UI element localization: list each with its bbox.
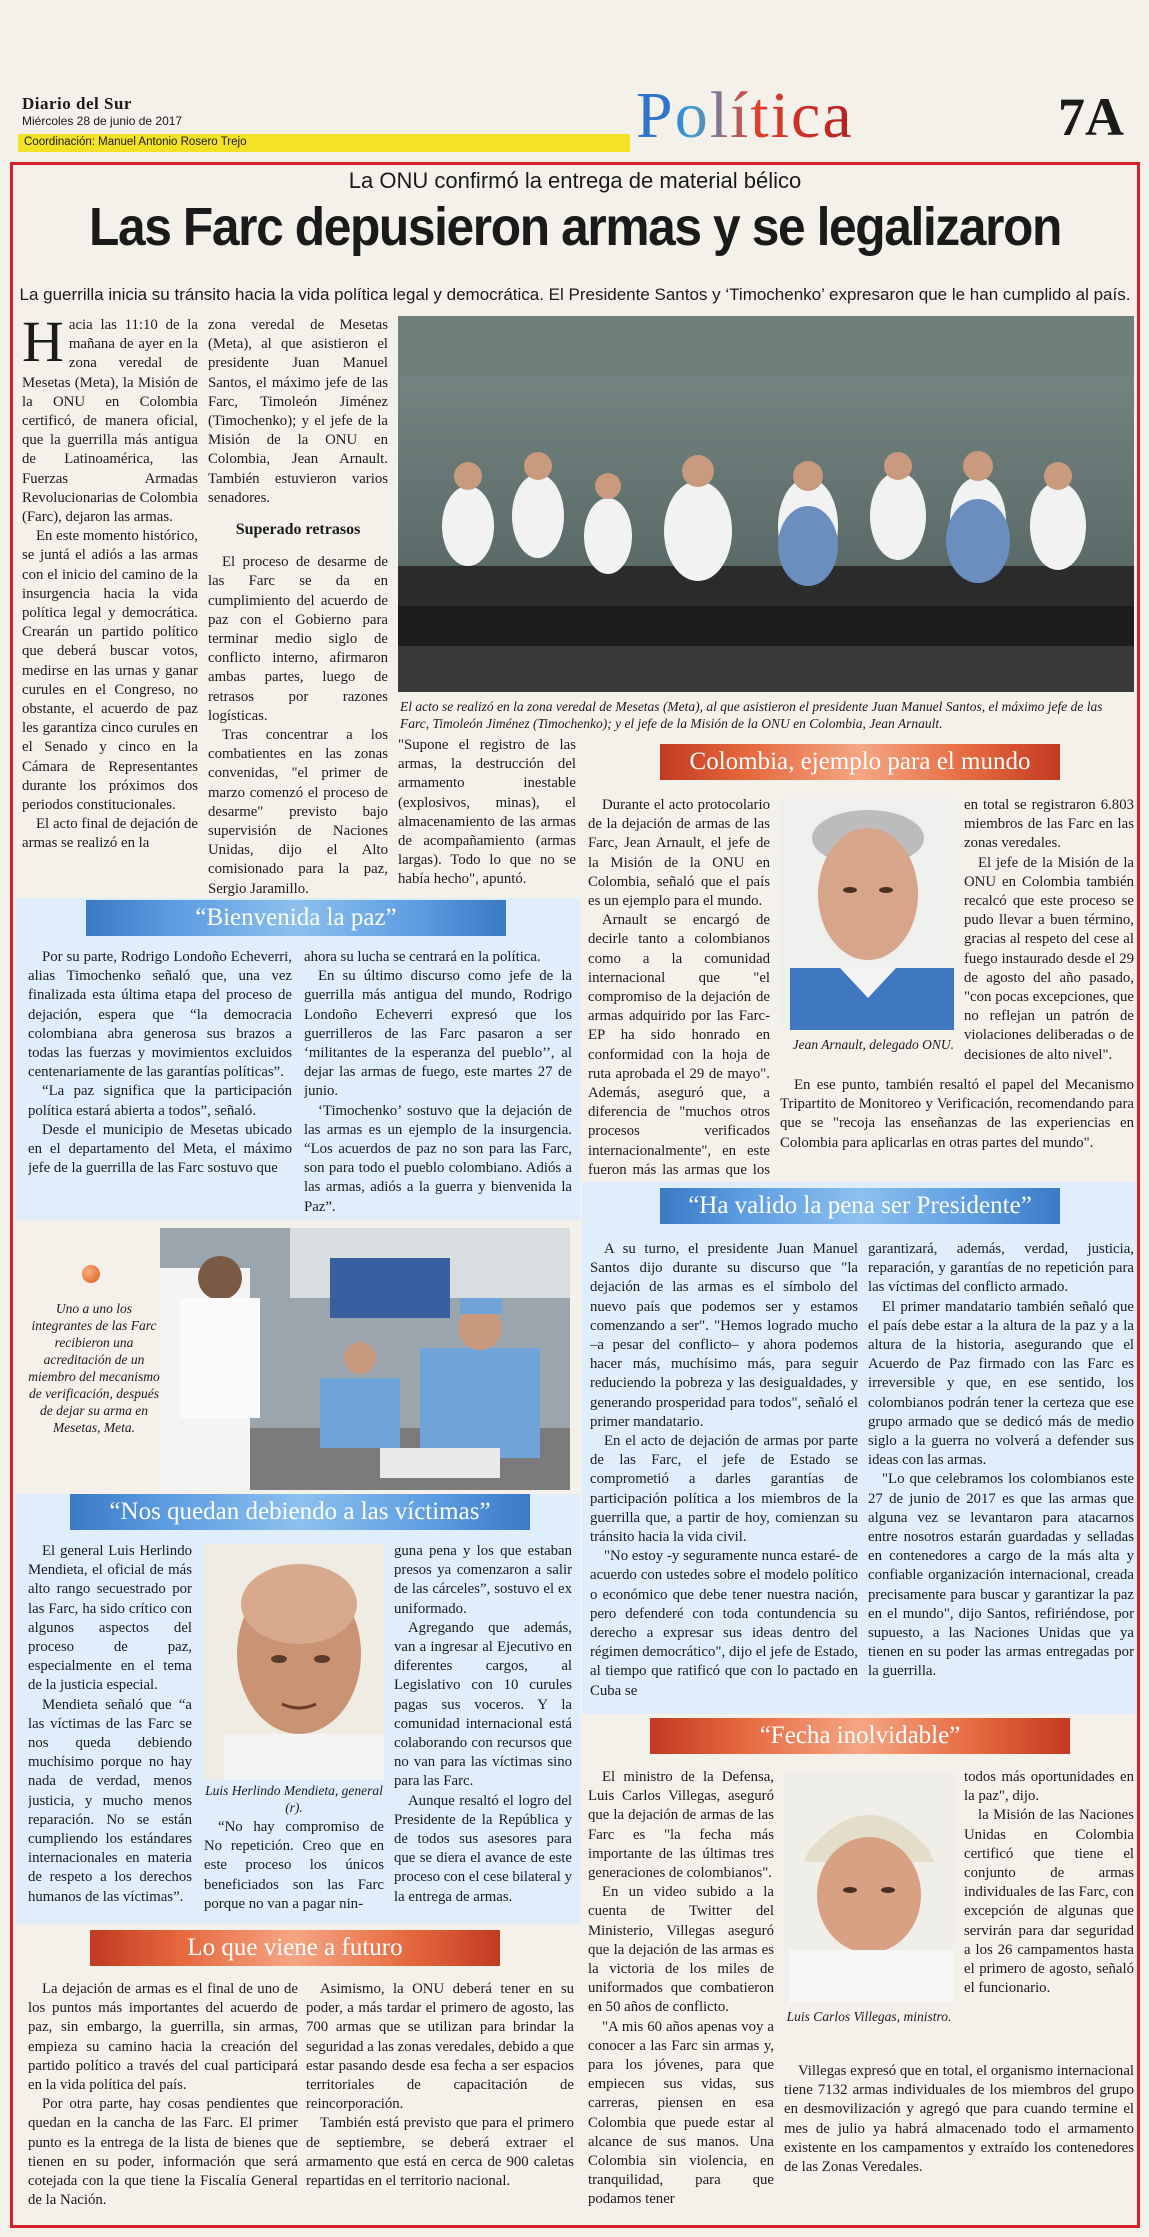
paragraph: “No hay compromiso de No repetición. Creo que en este proceso los únicos beneficiados son las Farc porque no van a pagar nin-	[204, 1819, 384, 1912]
paragraph: Asimismo, la ONU deberá tener en su poder, a más tardar el primero de agosto, las 700 armas que se utilizan para brindar la seguridad a las zonas veredales, debido a que estar pasando desde esa fecha a ser espacios territoriales de capacitación de reincorporación.	[306, 1981, 574, 2113]
paragraph: guna pena y los que estaban presos ya comenzaron a salir de las cárceles”, sostuvo el ex uniformado.	[394, 1543, 572, 1617]
paragraph: “La paz significa que la participación política estará abierta a todos”, señaló.	[28, 1083, 292, 1119]
paragraph: todos más oportunidades en la paz", dijo.	[964, 1769, 1134, 1805]
paragraph: La dejación de armas es el final de uno de los puntos más importantes del acuerdo de paz, sin embargo, la guerrilla, sin armas, empieza su camino hacia la creación del partido político a través del cual participará en la vida política del país.	[28, 1981, 298, 2094]
bienvenida-banner: “Bienvenida la paz”	[86, 900, 506, 936]
article-column-3	[398, 736, 576, 896]
article-column-1	[22, 316, 198, 896]
paragraph: ‘Timochenko’ sostuvo que la dejación de las armas es un ejemplo de la insurgencia. “Los acuerdos de paz no son para las Farc, son para todo el pueblo colombiano. Adiós a las armas, adiós a la guerra y bienvenida la Paz”.	[304, 1102, 572, 1215]
bullet-dot-icon	[82, 1265, 100, 1283]
victimas-column-left	[28, 1542, 192, 1922]
futuro-column-left	[28, 1980, 298, 2220]
fecha-column-bottom	[784, 2062, 1134, 2220]
subsection-title: Superado retrasos	[235, 521, 361, 539]
victimas-column-mid	[204, 1818, 384, 1922]
paragraph: en total se registraron 6.803 miembros de las Farc en las zonas veredales.	[964, 797, 1134, 852]
page-number: 7A	[1058, 87, 1124, 147]
colombia-column-right	[964, 796, 1134, 1076]
paragraph: En el acto de dejación de armas por parte de las Farc, el jefe de Estado se comprometió a darles garantías de participación política a los miembros de la guerrilla que, a partir de hoy, comienzan su tránsito hacia la vida civil.	[590, 1433, 858, 1546]
victimas-column-right	[394, 1542, 572, 1922]
presidente-banner: “Ha valido la pena ser Presidente”	[660, 1188, 1060, 1224]
villegas-caption: Luis Carlos Villegas, ministro.	[786, 2009, 952, 2024]
paragraph: Aunque resaltó el logro del Presidente de la República y de todos sus asesores para que se diera el avance de este proceso con el cese bilateral y la entrega de armas.	[394, 1792, 572, 1905]
section-title	[636, 78, 854, 154]
arnault-caption: Jean Arnault, delegado ONU.	[792, 1037, 954, 1052]
presidente-column-left	[590, 1240, 858, 1712]
paragraph: ahora su lucha se centrará en la política.	[304, 949, 541, 965]
arnault-photo	[780, 798, 954, 1030]
paragraph: También está previsto que para el primero de septiembre, se deberá extraer el armamento que está en cerca de 900 caletas repartidas en el territorio nacional.	[306, 2115, 574, 2190]
fecha-column-right	[964, 1768, 1134, 2058]
mendieta-photo	[204, 1544, 384, 1780]
mendieta-portrait-illustration	[204, 1544, 384, 1780]
fecha-column-left	[588, 1768, 774, 2218]
bienvenida-column-right	[304, 948, 572, 1216]
ceremony-photo-illustration	[398, 316, 1134, 692]
paragraph: "No estoy -y seguramente nunca estaré- de acuerdo con ustedes sobre el modelo político o económico que debe tener nuestra nación, pero defenderé con toda contundencia su derecho a expresar sus ideas dentro del régimen democrático", dijo el jefe de Estado, al tiempo que ratificó que con lo pactado en Cuba se	[590, 1548, 858, 1699]
paragraph: El general Luis Herlindo Mendieta, el oficial de más alto rango secuestrado por las Farc, ha sido crítico con algunos aspectos del proceso de paz, especialmente en el tema de la justicia especial.	[28, 1543, 192, 1694]
paragraph: Tras concentrar a los combatientes en las zonas convenidas, "el primer de marzo comenzó el proceso de desarme" previsto bajo supervisión de Naciones Unidas, dijo el Alto comisionado para la paz, Sergio Jaramillo.	[208, 727, 388, 896]
paragraph: El primer mandatario también señaló que el país debe estar a la altura de la paz y a la altura de la historia, asegurando que el Acuerdo de Paz firmado con las Farc es irreversible y que, en ese sentido, los colombianos podrán tener la certeza que ese grupo armado que se dedicó más de medio siglo a la guerra no volverá a defender sus ideas con las armas.	[868, 1298, 1134, 1469]
bienvenida-column-left	[28, 948, 292, 1216]
paragraph: Villegas expresó que en total, el organismo internacional tiene 7132 armas individuales de los miembros del grupo en desmovilización y agregó que para cuando termine el mes de julio ya habrá almacenado todo el armamento existente en los campamentos y extraído los contenedores de las Zonas Veredales.	[784, 2063, 1134, 2176]
paragraph: "Supone el registro de las armas, la destrucción del armamento inestable (explosivos, minas), el almacenamiento de las armas de acompañamiento (armas largas). Todo lo que no se había hecho", apuntó.	[398, 737, 576, 888]
fecha-banner: “Fecha inolvidable”	[650, 1718, 1070, 1754]
colombia-banner: Colombia, ejemplo para el mundo	[660, 744, 1060, 780]
paragraph: El proceso de desarme de las Farc se da en cumplimiento del acuerdo de paz con el Gobierno para terminar medio siglo de conflicto interno, afirmaron ambas partes, luego de retrasos por razones logísticas.	[208, 554, 388, 724]
paragraph: Arnault se encargó de decirle tanto a colombianos como a la comunidad internacional que "el compromiso de la dejación de armas adquirido por las Farc-EP ha sido honrado en conformidad con la hoja de ruta aprobada el 29 de mayo". Además, aseguró que, a diferencia de "muchos otros procesos verificados internacionalmente", en este fueron más las armas que los	[588, 912, 770, 1178]
main-photo	[398, 316, 1134, 692]
photo2-caption: Uno a uno los integrantes de las Farc recibieron una acreditación de un miembro del mecanismo de verificación, después de dejar su arma en Mesetas, Meta.	[28, 1301, 160, 1435]
arnault-portrait-illustration	[780, 798, 954, 1030]
paragraph: "Lo que celebramos los colombianos este 27 de junio de 2017 es que las armas que alguna vez se levantaron para atacarnos entre nosotros estarán guardadas y selladas en contenedores a cargo de la más alta y confiable organización internacional, creada precisamente para buscar y garantizar la paz en el mundo", dijo Santos, refiriéndose, por supuesto, a las Naciones Unidas que ya tienen en su poder las armas entregadas por la guerrilla.	[868, 1471, 1134, 1680]
futuro-column-right	[306, 1980, 574, 2220]
article-subhead: La guerrilla inicia su tránsito hacia la vida política legal y democrática. El Presidente Santos y ‘Timochenko’ expresaron que le han cumplido al país.	[19, 285, 1131, 304]
paragraph: El ministro de la Defensa, Luis Carlos Villegas, aseguró que la dejación de armas de las Farc es "la fecha más importante de las últimas tres generaciones de colombianos".	[588, 1769, 774, 1882]
colombia-column-bottom	[780, 1076, 1134, 1176]
colombia-column-left	[588, 796, 770, 1226]
paragraph: En ese punto, también resaltó el papel del Mecanismo Tripartito de Monitoreo y Verificación, recomendando para que se "recoja las enseñanzas de las experiencias en Colombia para aplicarlas en otras partes del mundo".	[780, 1077, 1134, 1151]
paragraph: A su turno, el presidente Juan Manuel Santos dijo durante su discurso que "la dejación de las armas es el símbolo del nuevo país que podemos ser y estamos comenzando a ser". "Hemos logrado mucho –a pesar del conflicto– y ahora podemos hacer más, muchísimo más, para seguir reduciendo la pobreza y las desigualdades, y generando prosperidad para todos", señaló el primer mandatario.	[590, 1241, 858, 1430]
main-photo-caption: El acto se realizó en la zona veredal de Mesetas (Meta), al que asistieron el presidente Juan Manuel Santos, el máximo jefe de las Farc, Timoleón Jiménez (Timochenko); y el jefe de la Misión de la ONU en Colombia, Jean Arnault.	[400, 699, 1103, 731]
mendieta-caption: Luis Herlindo Mendieta, general (r).	[205, 1783, 383, 1815]
paragraph: En su último discurso como jefe de la guerrilla más antigua del mundo, Rodrigo Londoño Echeverri expresó que los guerrilleros de las Farc pasaron a ser ‘militantes de la esperanza del pueblo’’, al dejar las armas de fuego, este martes 27 de junio.	[304, 968, 572, 1100]
victimas-banner: “Nos quedan debiendo a las víctimas”	[70, 1494, 530, 1530]
presidente-column-right	[868, 1240, 1134, 1712]
paragraph: Mendieta señaló que “a las víctimas de las Farc se nos queda debiendo muchísimo porque no hay nada de verdad, menos justicia, y mucho menos reparación. No se están cumpliendo los estándares internacionales en materia de respeto a los derechos humanos de las víctimas”.	[28, 1696, 192, 1905]
paragraph: zona veredal de Mesetas (Meta), al que asistieron el presidente Juan Manuel Santos, el máximo jefe de las Farc, Timoleón Jiménez (Timochenko); y el jefe de la Misión de la ONU en Colombia, Jean Arnault. También estuvieron varios senadores.	[208, 317, 388, 506]
paragraph: Por su parte, Rodrigo Londoño Echeverri, alias Timochenko señaló que, una vez finalizada esta última etapa del proceso de dejación, espera que “la democracia colombiana abra generosa sus brazos a todas las fuerzas y movimientos excluidos centenariamente de las garantías políticas”.	[28, 949, 292, 1081]
newspaper-logo: Diario del Sur	[22, 94, 132, 113]
paragraph: Durante el acto protocolario de la dejación de armas de las Farc, Jean Arnault, el jefe de la Misión de la ONU en Colombia, señaló que el país es un ejemplo para el mundo.	[588, 797, 770, 910]
paragraph: Agregando que además, van a ingresar al Ejecutivo en diferentes cargos, al Legislativo con 10 curules pagas sus voceros. Y la comunidad internacional está colaborando con recursos que no van para las víctimas sino para las Farc.	[394, 1619, 572, 1790]
paragraph: El acto final de dejación de armas se realizó en la	[22, 816, 198, 852]
paragraph: Desde el municipio de Mesetas ubicado en el departamento del Meta, el máximo jefe de la guerrilla de las Farc sostuvo que	[28, 1121, 292, 1177]
paragraph: En este momento histórico, se juntá el adiós a las armas con el inicio del camino de la insurgencia hacia la vida política legal y democrática. Crearán un partido político que deberá buscar votos, medirse en las urnas y ganar curules en el Congreso, no obstante, el acuerdo de paz les garantiza cinco curules en el Senado y cinco en la Cámara de Representantes durante los próximos dos periodos constitucionales.	[22, 528, 198, 814]
paragraph: garantizará, además, verdad, justicia, reparación, y garantías de no repetición para las víctimas del conflicto armado.	[868, 1241, 1134, 1296]
futuro-banner: Lo que viene a futuro	[90, 1930, 500, 1966]
section-title-text: Política	[636, 79, 854, 152]
paragraph: la Misión de las Naciones Unidas en Colombia certificó que tiene el conjunto de armas individuales de las Farc, con excepción de algunas que servirán para dar seguridad a los 26 campamentos hasta el primero de agosto, señaló el funcionario.	[964, 1807, 1134, 1997]
paragraph: En un video subido a la cuenta de Twitter del Ministerio, Villegas aseguró que la dejación de las armas es la victoria de los miles de uniformados que combatieron en 50 años de conflicto.	[588, 1884, 774, 2016]
article-headline: Las Farc depusieron armas y se legalizaron	[89, 197, 1061, 257]
paragraph: El jefe de la Misión de la ONU en Colombia también recalcó que este proceso se pudo llevar a buen término, gracias al respeto del cese al fuego instaurado desde el 29 de agosto del año pasado, "con pocas excepciones, que no reflejan un patrón de violaciones deliberadas o de decisiones de alto nivel".	[964, 854, 1134, 1063]
paragraph: "A mis 60 años apenas voy a conocer a las Farc sin armas y, para los jóvenes, para que empiecen sus vidas, sus carreras, piensen en esa Colombia que puede estar al alcance de sus manos. Una Colombia sin violencia, en tranquilidad, para que podamos tener	[588, 2018, 774, 2208]
drop-cap: H	[22, 316, 64, 374]
paragraph: acia las 11:10 de la mañana de ayer en la zona veredal de Mesetas (Meta), la Misión de la ONU en Colombia certificó, de manera oficial, que la guerrilla más antigua de Latinoamérica, las Fuerzas Armadas Revolucionarias de Colombia (Farc), dejaron las armas.	[22, 317, 198, 526]
accreditation-photo-illustration	[160, 1228, 570, 1490]
issue-date: Miércoles 28 de junio de 2017	[22, 114, 183, 128]
accreditation-photo	[160, 1228, 570, 1490]
coordination-bar	[18, 134, 630, 152]
coordination-text: Coordinación: Manuel Antonio Rosero Trejo	[24, 136, 247, 148]
villegas-portrait-illustration	[784, 1770, 954, 2002]
villegas-photo	[784, 1770, 954, 2002]
article-column-2	[208, 316, 388, 896]
paragraph: Por otra parte, hay cosas pendientes que quedan en la cancha de las Farc. El primer punto es la entrega de la lista de bienes que tienen en su poder, información que será cotejada con la que tiene la Fiscalía General de la Nación.	[28, 2096, 298, 2209]
article-kicker: La ONU confirmó la entrega de material bélico	[348, 168, 802, 193]
